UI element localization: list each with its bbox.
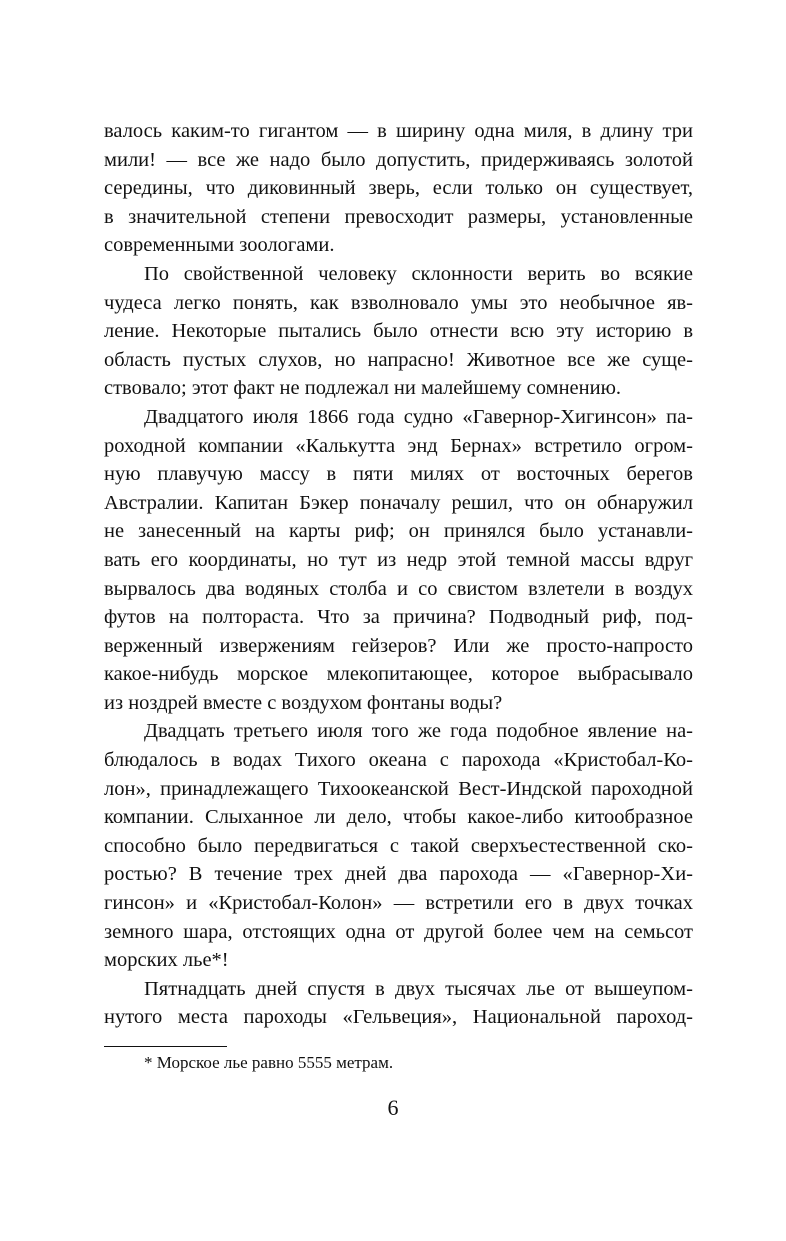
text-line: земного шара, отстоящих одна от другой более чем на семьсот bbox=[104, 920, 693, 943]
text-line: из ноздрей вместе с воздухом фонтаны воды? bbox=[104, 691, 503, 714]
text-line: роходной компании «Калькутта энд Бернах» встретило огром- bbox=[104, 434, 693, 457]
text-line: Австралии. Капитан Бэкер поначалу решил, что он обнаружил bbox=[104, 491, 693, 514]
text-line: Двадцатого июля 1866 года судно «Гавернор-Хигинсон» па- bbox=[144, 405, 693, 428]
text-line: современными зоологами. bbox=[104, 234, 335, 257]
text-line: середины, что диковинный зверь, если только он существует, bbox=[104, 177, 693, 200]
text-line: валось каким-то гигантом — в ширину одна миля, в длину три bbox=[104, 120, 693, 142]
text-line: ную плавучую массу в пяти милях от восточных берегов bbox=[104, 463, 693, 486]
text-line: способно было передвигаться с такой сверхъестественной ско- bbox=[104, 834, 693, 857]
text-line: футов на полтораста. Что за причина? Подводный риф, под- bbox=[104, 606, 693, 629]
text-line: Пятнадцать дней спустя в двух тысячах лье от вышеупом- bbox=[144, 977, 693, 1000]
page-body bbox=[104, 117, 693, 1032]
page-number: 6 bbox=[387, 1095, 399, 1120]
text-line: мили! — все же надо было допустить, придерживаясь золотой bbox=[104, 148, 693, 171]
text-line: гинсон» и «Кристобал-Колон» — встретили его в двух точках bbox=[104, 892, 693, 915]
text-line: компании. Слыханное ли дело, чтобы какое-либо китообразное bbox=[104, 806, 693, 829]
text-line: в значительной степени превосходит размеры, установленные bbox=[104, 205, 693, 228]
text-line: ление. Некоторые пытались было отнести всю эту историю в bbox=[104, 320, 693, 343]
text-line: морских лье*! bbox=[104, 949, 229, 972]
text-line: область пустых слухов, но напрасно! Животное все же суще- bbox=[104, 348, 693, 371]
footnote: * Морское лье равно 5555 метрам. bbox=[144, 1053, 394, 1072]
text-line: Двадцать третьего июля того же года подобное явление на- bbox=[144, 720, 693, 743]
text-line: какое-нибудь морское млекопитающее, которое выбрасывало bbox=[104, 663, 693, 686]
text-line: ствовало; этот факт не подлежал ни малейшему сомнению. bbox=[104, 377, 622, 400]
text-line: вырвалось два водяных столба и со свистом взлетели в воздух bbox=[104, 577, 693, 600]
text-line: нутого места пароходы «Гельвеция», Национальной пароход- bbox=[104, 1006, 693, 1029]
text-line: блюдалось в водах Тихого океана с парохода «Кристобал-Ко- bbox=[104, 749, 693, 772]
text-line: не занесенный на карты риф; он принялся было устанавли- bbox=[104, 520, 693, 543]
text-line: По свойственной человеку склонности верить во всякие bbox=[144, 262, 693, 285]
text-line: верженный извержениям гейзеров? Или же просто-напросто bbox=[104, 634, 693, 657]
footnote-divider bbox=[104, 1046, 227, 1047]
text-line: лон», принадлежащего Тихоокеанской Вест-Индской пароходной bbox=[104, 777, 693, 800]
text-line: ростью? В течение трех дней два парохода — «Гавернор-Хи- bbox=[104, 863, 693, 886]
text-line: чудеса легко понять, как взволновало умы это необычное яв- bbox=[104, 291, 693, 314]
text-line: вать его координаты, но тут из недр этой темной массы вдруг bbox=[104, 548, 693, 571]
